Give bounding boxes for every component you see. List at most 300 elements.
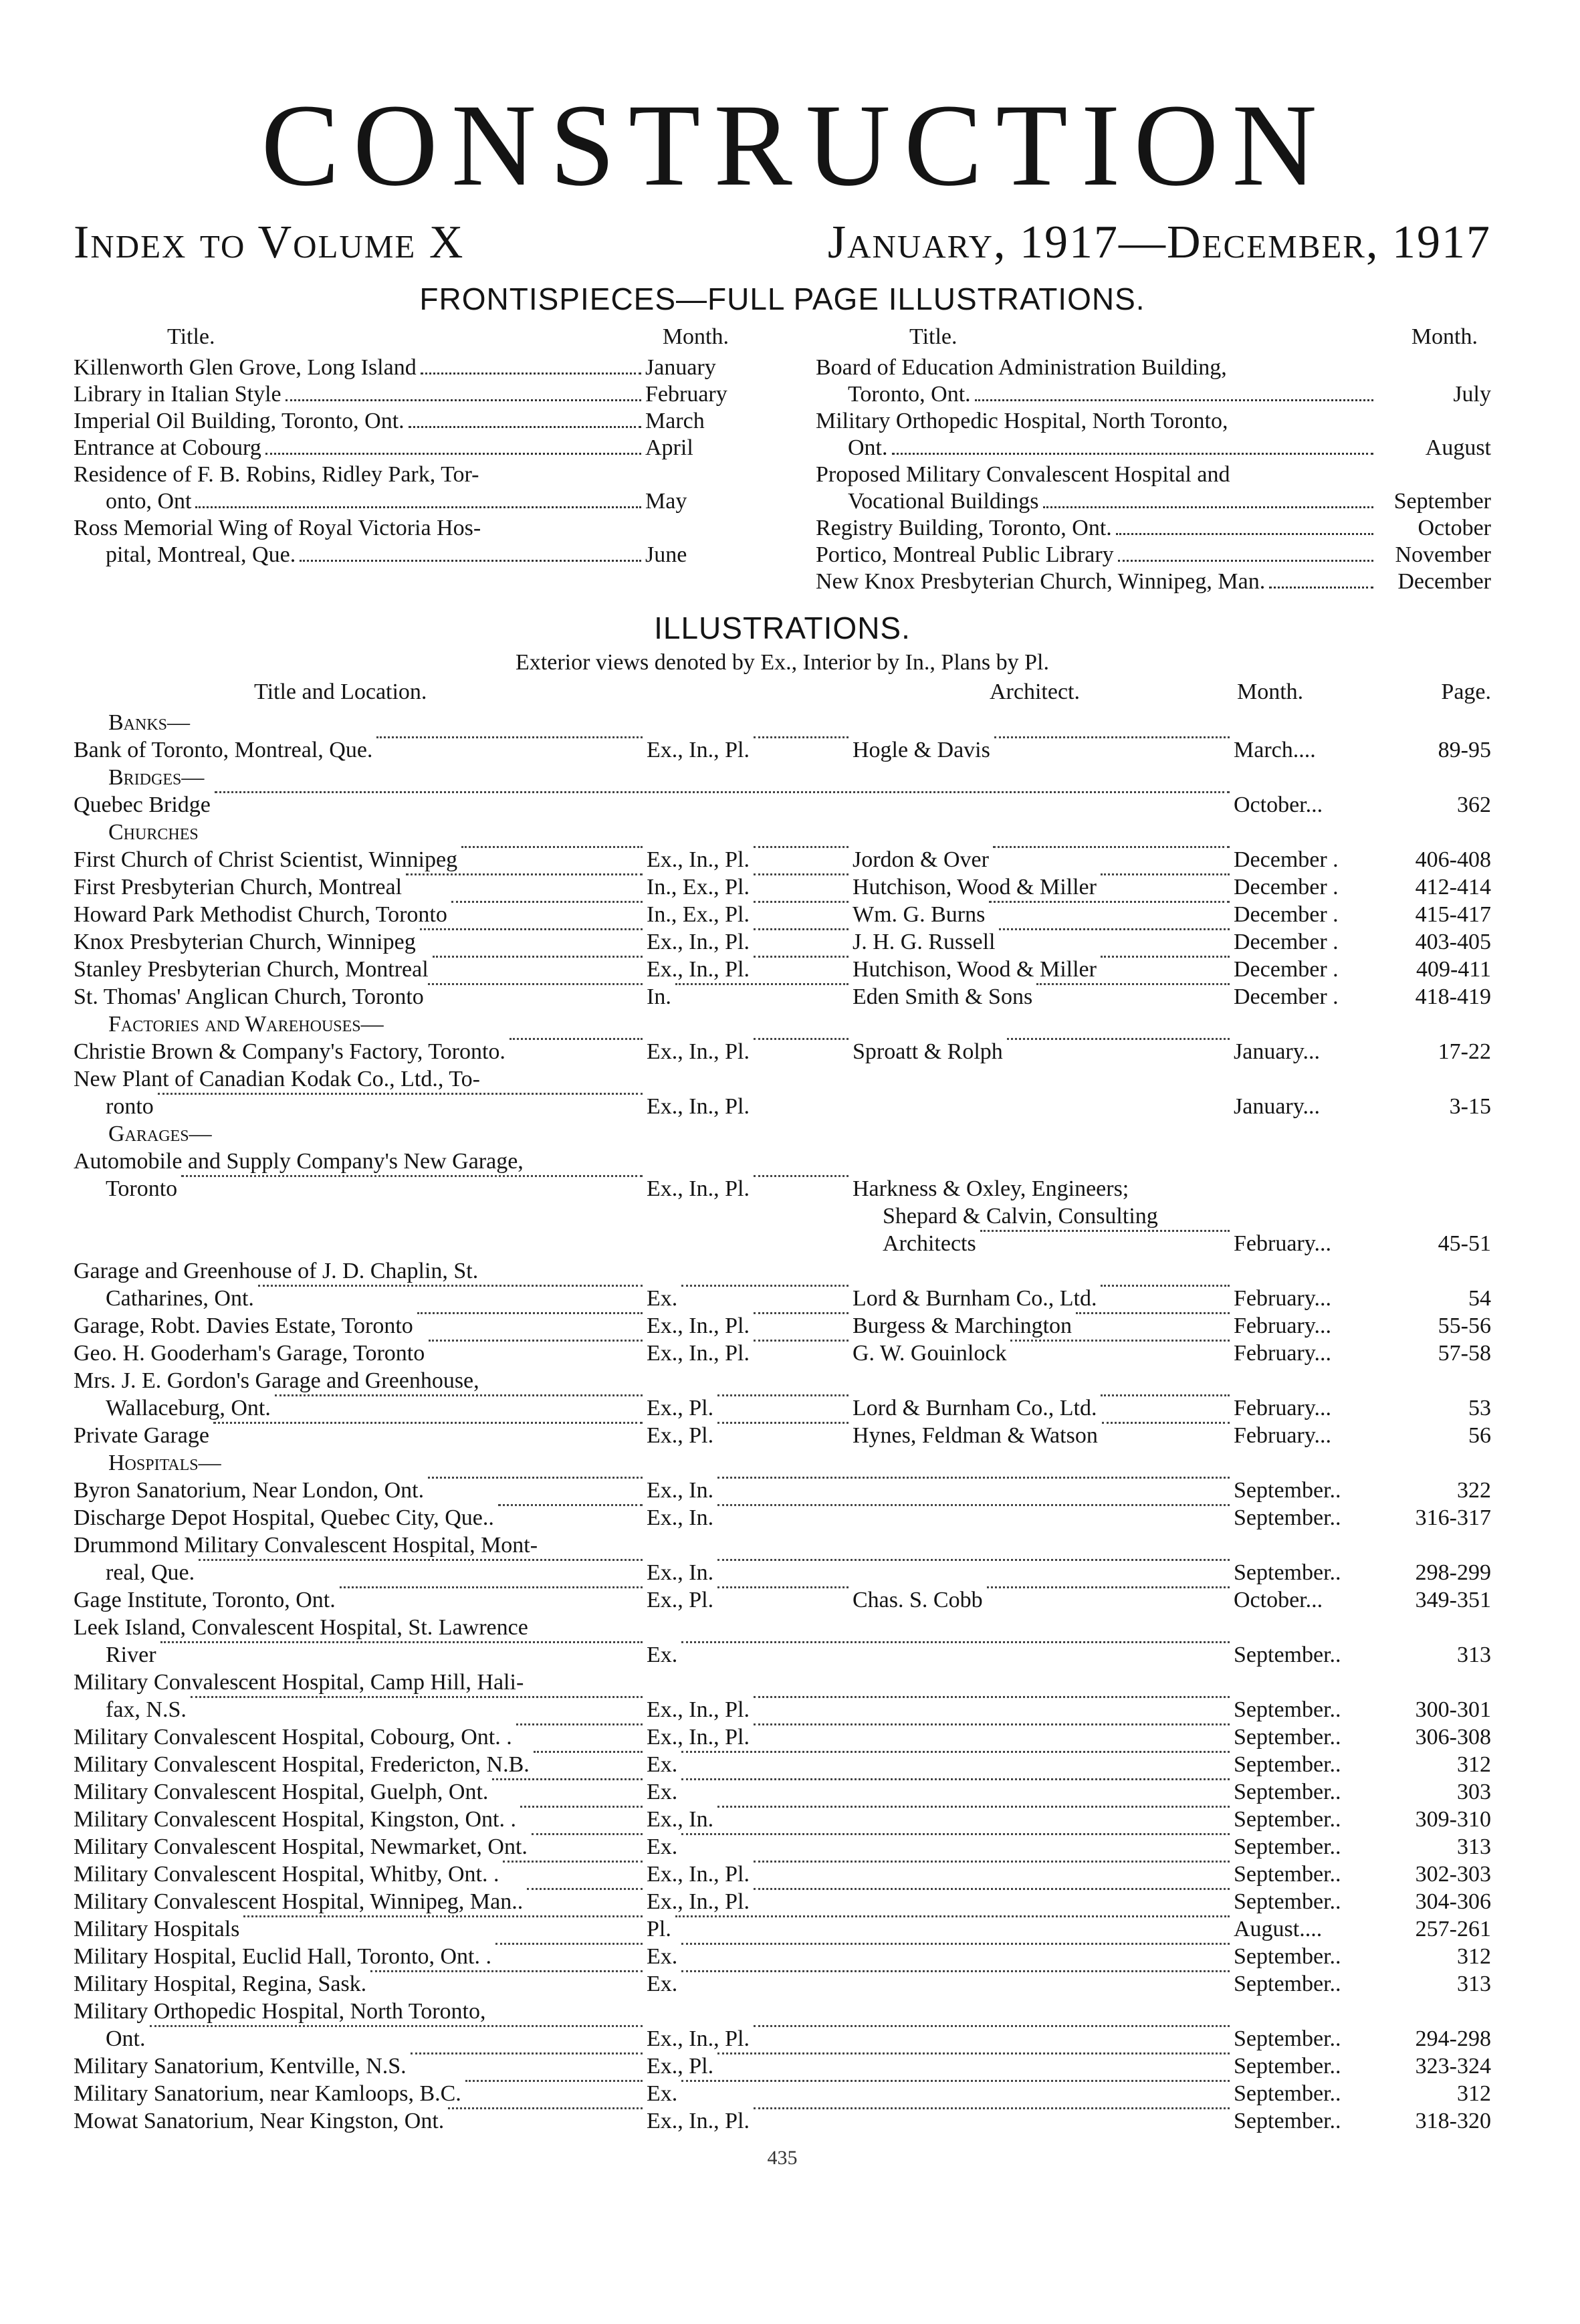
dot-leader [451, 901, 643, 903]
illustrations-heading: ILLUSTRATIONS. [654, 610, 911, 645]
frontispiece-title: Toronto, Ont. [848, 381, 971, 407]
page-numbers: 53 [1468, 1395, 1491, 1420]
date-range: January, 1917—December, 1917 [827, 217, 1491, 268]
page-numbers: 294-298 [1415, 2026, 1491, 2051]
page-numbers: 300-301 [1415, 1697, 1491, 1722]
frontispiece-month: January [645, 354, 716, 380]
dot-leader [681, 1751, 1230, 1753]
dot-leader [503, 1861, 643, 1863]
title-location-header: Title and Location. [254, 679, 427, 704]
illustration-title: First Church of Christ Scientist, Winnipeg [74, 847, 458, 872]
issue-month: September.. [1234, 1505, 1341, 1530]
page-numbers: 349-351 [1415, 1587, 1491, 1612]
illustration-title: Quebec Bridge [74, 792, 211, 817]
title-column-label: Title. [167, 324, 215, 349]
dot-leader [999, 928, 1230, 930]
dot-leader [370, 1970, 643, 1972]
page-numbers: 322 [1457, 1477, 1491, 1503]
dot-leader [681, 1943, 1230, 1945]
page-numbers: 306-308 [1415, 1724, 1491, 1750]
page-numbers: 403-405 [1415, 929, 1491, 954]
page-numbers: 415-417 [1415, 902, 1491, 927]
frontispiece-title: Killenworth Glen Grove, Long Island [74, 354, 417, 380]
frontispieces-left-header [74, 324, 742, 350]
category-heading-row [74, 709, 1491, 736]
issue-month: September.. [1234, 1724, 1341, 1750]
architect-name: Chas. S. Cobb [853, 1587, 983, 1612]
page-numbers: 313 [1457, 1642, 1491, 1667]
title-column-label: Title. [909, 324, 957, 349]
dot-leader [989, 901, 1230, 903]
illustration-title: Geo. H. Gooderham's Garage, Toronto [74, 1340, 425, 1366]
page-numbers: 54 [1468, 1285, 1491, 1311]
illustration-row [74, 1312, 1491, 1340]
category-heading-row [74, 1120, 1491, 1148]
architect-name: J. H. G. Russell [853, 929, 996, 954]
dot-leader [495, 1943, 643, 1945]
issue-month: December . [1234, 902, 1339, 927]
page-numbers: 304-306 [1415, 1889, 1491, 1914]
frontispiece-title: pital, Montreal, Que. [106, 542, 296, 567]
illustration-row [74, 1943, 1491, 1970]
view-type: Ex., In., Pl. [647, 1176, 750, 1201]
dot-leader [675, 983, 849, 985]
frontispiece-month: February [645, 381, 727, 407]
frontispiece-entry [74, 542, 742, 568]
dot-leader [1076, 1312, 1230, 1314]
dot-leader [243, 1915, 643, 1917]
illustration-row [74, 1696, 1491, 1723]
view-type: Ex., Pl. [647, 1587, 714, 1612]
illustration-row [74, 1586, 1491, 1614]
issue-month: March.... [1234, 737, 1316, 762]
frontispiece-month: March [645, 408, 705, 433]
dot-leader [754, 1861, 1230, 1863]
dot-leader [717, 1559, 1230, 1561]
illustration-row [74, 956, 1491, 983]
category-heading: Churches [108, 819, 199, 845]
illustration-title: Leek Island, Convalescent Hospital, St. Lawrence [74, 1614, 528, 1640]
category-heading: Garages— [108, 1121, 212, 1146]
view-type: Ex., In., Pl. [647, 1889, 750, 1914]
illustration-row [74, 1230, 1491, 1257]
dot-leader [340, 1586, 643, 1588]
category-heading-row [74, 1011, 1491, 1038]
illustration-row [74, 1861, 1491, 1888]
frontispiece-entry [816, 515, 1491, 542]
architect-name: Burgess & Marchington [853, 1313, 1073, 1338]
illustrations-legend: Exterior views denoted by Ex., Interior by In., Plans by Pl. [516, 649, 1049, 675]
view-type: Ex., In., Pl. [647, 1697, 750, 1722]
illustration-title: Byron Sanatorium, Near London, Ont. [74, 1477, 425, 1503]
view-type: Ex., In. [647, 1505, 714, 1530]
view-type: Ex., In., Pl. [647, 1039, 750, 1064]
dot-leader [516, 1723, 643, 1725]
illustration-title: Catharines, Ont. [106, 1285, 254, 1311]
view-type: Ex. [647, 1971, 678, 1996]
view-type: Ex., In., Pl. [647, 737, 750, 762]
frontispiece-title-line: Military Orthopedic Hospital, North Toronto, [816, 408, 1228, 433]
issue-month: October... [1234, 792, 1323, 817]
illustration-title: Ont. [106, 2026, 146, 2051]
illustration-row [74, 1998, 1491, 2025]
dot-leader [265, 453, 641, 455]
dot-leader [681, 1285, 849, 1287]
issue-month: December . [1234, 956, 1339, 982]
frontispiece-title-line: Ross Memorial Wing of Royal Victoria Hos- [74, 515, 481, 540]
dot-leader [213, 1422, 643, 1424]
page-header: Page. [1441, 679, 1491, 704]
category-heading-row [74, 764, 1491, 791]
view-type: Ex., In. [647, 1806, 714, 1832]
illustration-row [74, 1806, 1491, 1833]
architect-name: Hynes, Feldman & Watson [853, 1422, 1098, 1448]
frontispiece-title-line: Proposed Military Convalescent Hospital and [816, 461, 1230, 487]
architect-name: Hogle & Davis [853, 737, 990, 762]
frontispiece-month: December [1397, 568, 1491, 594]
page-numbers: 56 [1468, 1422, 1491, 1448]
view-type: Ex. [647, 1752, 678, 1777]
page-numbers: 312 [1457, 1752, 1491, 1777]
dot-leader [754, 2107, 1230, 2109]
dot-leader [376, 736, 643, 738]
illustration-row [74, 1669, 1491, 1696]
dot-leader [510, 1038, 643, 1040]
dot-leader [754, 2025, 1230, 2027]
illustration-title: Mrs. J. E. Gordon's Garage and Greenhouse, [74, 1368, 479, 1393]
issue-month: September.. [1234, 1560, 1341, 1585]
frontispiece-month: October [1418, 515, 1491, 540]
page-numbers: 318-320 [1415, 2108, 1491, 2133]
illustration-title: Military Convalescent Hospital, Guelph, Ont. [74, 1779, 489, 1804]
illustration-row [74, 1257, 1491, 1285]
dot-leader [215, 791, 1230, 793]
illustration-title: Military Hospitals [74, 1916, 240, 1941]
issue-month: February... [1234, 1313, 1332, 1338]
dot-leader [1101, 1285, 1230, 1287]
dot-leader [975, 399, 1373, 401]
page-numbers: 312 [1457, 2081, 1491, 2106]
month-column-label: Month. [1411, 324, 1478, 349]
dot-leader [1116, 533, 1373, 535]
frontispieces-left-column [74, 324, 742, 595]
illustration-title: Military Convalescent Hospital, Kingston, Ont. . [74, 1806, 516, 1832]
illustration-row [74, 2080, 1491, 2107]
dot-leader [465, 2080, 643, 2082]
page-numbers: 309-310 [1415, 1806, 1491, 1832]
view-type: Ex., In., Pl. [647, 2108, 750, 2133]
illustration-title: ronto [106, 1093, 154, 1119]
issue-month: September.. [1234, 1477, 1341, 1503]
dot-leader [498, 1504, 643, 1506]
illustration-row [74, 901, 1491, 928]
issue-month: August.... [1234, 1916, 1323, 1941]
page-numbers: 406-408 [1415, 847, 1491, 872]
illustration-row [74, 1093, 1491, 1120]
issue-month: September.. [1234, 1697, 1341, 1722]
illustration-row [74, 1394, 1491, 1422]
illustration-row [74, 1751, 1491, 1778]
illustration-row [74, 873, 1491, 901]
illustration-title: Military Sanatorium, near Kamloops, B.C. [74, 2081, 461, 2106]
page-numbers: 313 [1457, 1971, 1491, 1996]
page-numbers: 17-22 [1438, 1039, 1491, 1064]
architect-name: Wm. G. Burns [853, 902, 986, 927]
issue-month: February... [1234, 1422, 1332, 1448]
illustration-row [74, 2025, 1491, 2052]
dot-leader [1101, 956, 1230, 958]
dot-leader [191, 1696, 643, 1698]
architect-name: Eden Smith & Sons [853, 984, 1033, 1009]
issue-month: December . [1234, 929, 1339, 954]
page-numbers: 323-324 [1415, 2053, 1491, 2079]
page-numbers: 298-299 [1415, 1560, 1491, 1585]
dot-leader [754, 873, 849, 875]
page-numbers: 303 [1457, 1779, 1491, 1804]
dot-leader [754, 901, 849, 903]
dot-leader [717, 1586, 849, 1588]
view-type: Ex., Pl. [647, 1422, 714, 1448]
view-type: Ex., Pl. [647, 2053, 714, 2079]
page-numbers: 412-414 [1415, 874, 1491, 900]
frontispiece-title: Portico, Montreal Public Library [816, 542, 1114, 567]
dot-leader [1010, 1340, 1230, 1342]
issue-month: September.. [1234, 2053, 1341, 2079]
page-numbers: 257-261 [1415, 1916, 1491, 1941]
dot-leader [754, 846, 849, 848]
dot-leader [181, 1175, 643, 1177]
frontispiece-month: July [1453, 381, 1491, 407]
volume-label: Index to Volume X [74, 217, 465, 268]
frontispiece-month: November [1395, 542, 1491, 567]
page-numbers: 302-303 [1415, 1861, 1491, 1887]
illustration-title: Military Convalescent Hospital, Newmarket, Ont. [74, 1834, 528, 1859]
illustration-row [74, 1614, 1491, 1641]
issue-month: September.. [1234, 1642, 1341, 1667]
view-type: Ex., In. [647, 1477, 714, 1503]
illustration-title: Military Convalescent Hospital, Fredericton, N.B. [74, 1752, 530, 1777]
illustration-row [74, 1367, 1491, 1394]
dot-leader [433, 956, 643, 958]
issue-month: September.. [1234, 1779, 1341, 1804]
frontispiece-month: September [1393, 488, 1491, 514]
view-type: In., Ex., Pl. [647, 874, 750, 900]
illustration-row [74, 1531, 1491, 1559]
issue-month: January... [1234, 1093, 1321, 1119]
frontispiece-entry [74, 354, 742, 381]
category-heading: Factories and Warehouses— [108, 1011, 384, 1037]
dot-leader [1102, 1422, 1230, 1424]
view-type: Ex. [647, 2081, 678, 2106]
dot-leader [980, 1230, 1230, 1232]
view-type: Ex., In., Pl. [647, 1093, 750, 1119]
frontispiece-entry [816, 542, 1491, 568]
illustration-row [74, 846, 1491, 873]
category-heading-row [74, 819, 1491, 846]
illustration-row [74, 1915, 1491, 1943]
illustration-title: Discharge Depot Hospital, Quebec City, Que.. [74, 1505, 494, 1530]
dot-leader [520, 1806, 643, 1808]
page-numbers: 362 [1457, 792, 1491, 817]
illustration-title: River [106, 1642, 156, 1667]
month-header: Month. [1237, 679, 1304, 704]
issue-month: October... [1234, 1587, 1323, 1612]
frontispieces-list [74, 324, 1491, 595]
view-type: Ex., In., Pl. [647, 847, 750, 872]
dot-leader [994, 736, 1230, 738]
dot-leader [461, 846, 643, 848]
issue-month: September.. [1234, 1834, 1341, 1859]
dot-leader [717, 1477, 1230, 1479]
illustration-row [74, 1888, 1491, 1915]
category-heading-row [74, 1449, 1491, 1477]
issue-month: February... [1234, 1231, 1332, 1256]
category-heading: Bridges— [108, 764, 205, 790]
page-numbers: 45-51 [1438, 1231, 1491, 1256]
illustration-title: Military Convalescent Hospital, Cobourg, Ont. . [74, 1724, 512, 1750]
frontispiece-entry [74, 488, 742, 515]
dot-leader [717, 1806, 1230, 1808]
dot-leader [420, 928, 643, 930]
frontispiece-entry [816, 488, 1491, 515]
illustration-row [74, 1340, 1491, 1367]
illustration-row [74, 1477, 1491, 1504]
frontispiece-entry [74, 381, 742, 408]
page-numbers: 409-411 [1416, 956, 1491, 982]
illustration-title: Military Hospital, Regina, Sask. [74, 1971, 367, 1996]
illustration-title: Military Hospital, Euclid Hall, Toronto, Ont. . [74, 1943, 491, 1969]
illustration-row [74, 1148, 1491, 1175]
frontispieces-right-column [816, 324, 1491, 595]
illustration-row [74, 983, 1491, 1011]
dot-leader [754, 1312, 849, 1314]
dot-leader [428, 1477, 643, 1479]
page-numbers: 57-58 [1438, 1340, 1491, 1366]
dot-leader [417, 1312, 643, 1314]
view-type: Ex. [647, 1834, 678, 1859]
issue-month: January... [1234, 1039, 1321, 1064]
frontispiece-title: onto, Ont [106, 488, 192, 514]
issue-month: September.. [1234, 1943, 1341, 1969]
view-type: Ex. [647, 1285, 678, 1311]
dot-leader [1043, 506, 1373, 508]
dot-leader [681, 1833, 1230, 1835]
dot-leader [754, 1038, 849, 1040]
illustration-title: Drummond Military Convalescent Hospital, Mont- [74, 1532, 538, 1558]
view-type: Ex., Pl. [647, 1395, 714, 1420]
dot-leader [532, 1833, 643, 1835]
illustration-row [74, 791, 1491, 819]
architect-name: Jordon & Over [853, 847, 989, 872]
dot-leader [527, 1888, 643, 1890]
illustration-row [74, 2052, 1491, 2080]
dot-leader [1269, 587, 1373, 589]
illustration-title: Gage Institute, Toronto, Ont. [74, 1587, 336, 1612]
dot-leader [987, 1586, 1230, 1588]
dot-leader [754, 928, 849, 930]
frontispieces-right-header [816, 324, 1491, 350]
architect-name: G. W. Gouinlock [853, 1340, 1007, 1366]
view-type: Ex., In., Pl. [647, 1340, 750, 1366]
issue-month: September.. [1234, 1889, 1341, 1914]
dot-leader [258, 1285, 643, 1287]
issue-month: September.. [1234, 1861, 1341, 1887]
dot-leader [754, 956, 849, 958]
dot-leader [429, 1340, 643, 1342]
architect-header: Architect. [990, 679, 1080, 704]
frontispiece-entry [74, 408, 742, 435]
frontispiece-title: New Knox Presbyterian Church, Winnipeg, Man. [816, 568, 1266, 594]
dot-leader [275, 1394, 643, 1396]
dot-leader [428, 983, 643, 985]
dot-leader [1101, 1394, 1230, 1396]
frontispiece-entry [816, 381, 1491, 408]
illustration-title: Military Convalescent Hospital, Camp Hill, Hali- [74, 1669, 524, 1695]
dot-leader [1101, 873, 1230, 875]
illustration-row [74, 1504, 1491, 1531]
issue-month: December . [1234, 847, 1339, 872]
dot-leader [681, 1641, 1230, 1643]
view-type: Ex. [647, 1642, 678, 1667]
dot-leader [754, 1888, 1230, 1890]
frontispiece-title-line: Residence of F. B. Robins, Ridley Park, Tor- [74, 461, 479, 487]
frontispiece-title: Library in Italian Style [74, 381, 281, 407]
illustration-row [74, 1065, 1491, 1093]
dot-leader [199, 1559, 643, 1561]
dot-leader [150, 2025, 643, 2027]
illustration-title: Christie Brown & Company's Factory, Toronto. [74, 1039, 505, 1064]
illustration-row [74, 1202, 1491, 1230]
issue-month: February... [1234, 1395, 1332, 1420]
illustration-title: fax, N.S. [106, 1697, 187, 1722]
dot-leader [158, 1093, 643, 1095]
view-type: Ex., In., Pl. [647, 1724, 750, 1750]
dot-leader [492, 1778, 643, 1780]
illustration-row [74, 736, 1491, 764]
page-numbers: 316-317 [1415, 1505, 1491, 1530]
illustration-row [74, 1422, 1491, 1449]
illustration-row [74, 928, 1491, 956]
dot-leader [681, 1970, 1230, 1972]
view-type: In., Ex., Pl. [647, 902, 750, 927]
illustration-title: Wallaceburg, Ont. [106, 1395, 271, 1420]
page-numbers: 313 [1457, 1834, 1491, 1859]
dot-leader [286, 399, 641, 401]
view-type: Ex. [647, 1779, 678, 1804]
dot-leader [717, 1504, 1230, 1506]
issue-month: February... [1234, 1285, 1332, 1311]
illustration-title: First Presbyterian Church, Montreal [74, 874, 403, 900]
dot-leader [675, 1915, 1230, 1917]
dot-leader [754, 1340, 849, 1342]
issue-month: September.. [1234, 1971, 1341, 1996]
frontispiece-title-line: Board of Education Administration Building, [816, 354, 1227, 380]
frontispiece-month: May [645, 488, 687, 514]
frontispiece-title: Ont. [848, 435, 888, 460]
category-heading: Banks— [108, 710, 191, 735]
dot-leader [717, 2052, 1230, 2054]
frontispiece-entry [816, 435, 1491, 461]
illustration-title: Military Convalescent Hospital, Winnipeg, Man.. [74, 1889, 524, 1914]
frontispiece-entry [74, 435, 742, 461]
illustration-title: Garage, Robt. Davies Estate, Toronto [74, 1313, 413, 1338]
architect-name: Lord & Burnham Co., Ltd. [853, 1395, 1097, 1420]
illustration-title: Military Orthopedic Hospital, North Toronto, [74, 1998, 486, 2024]
frontispiece-title: Entrance at Cobourg [74, 435, 261, 460]
illustration-title: Private Garage [74, 1422, 209, 1448]
illustration-title: real, Que. [106, 1560, 195, 1585]
architect-name: Harkness & Oxley, Engineers; [853, 1176, 1129, 1201]
